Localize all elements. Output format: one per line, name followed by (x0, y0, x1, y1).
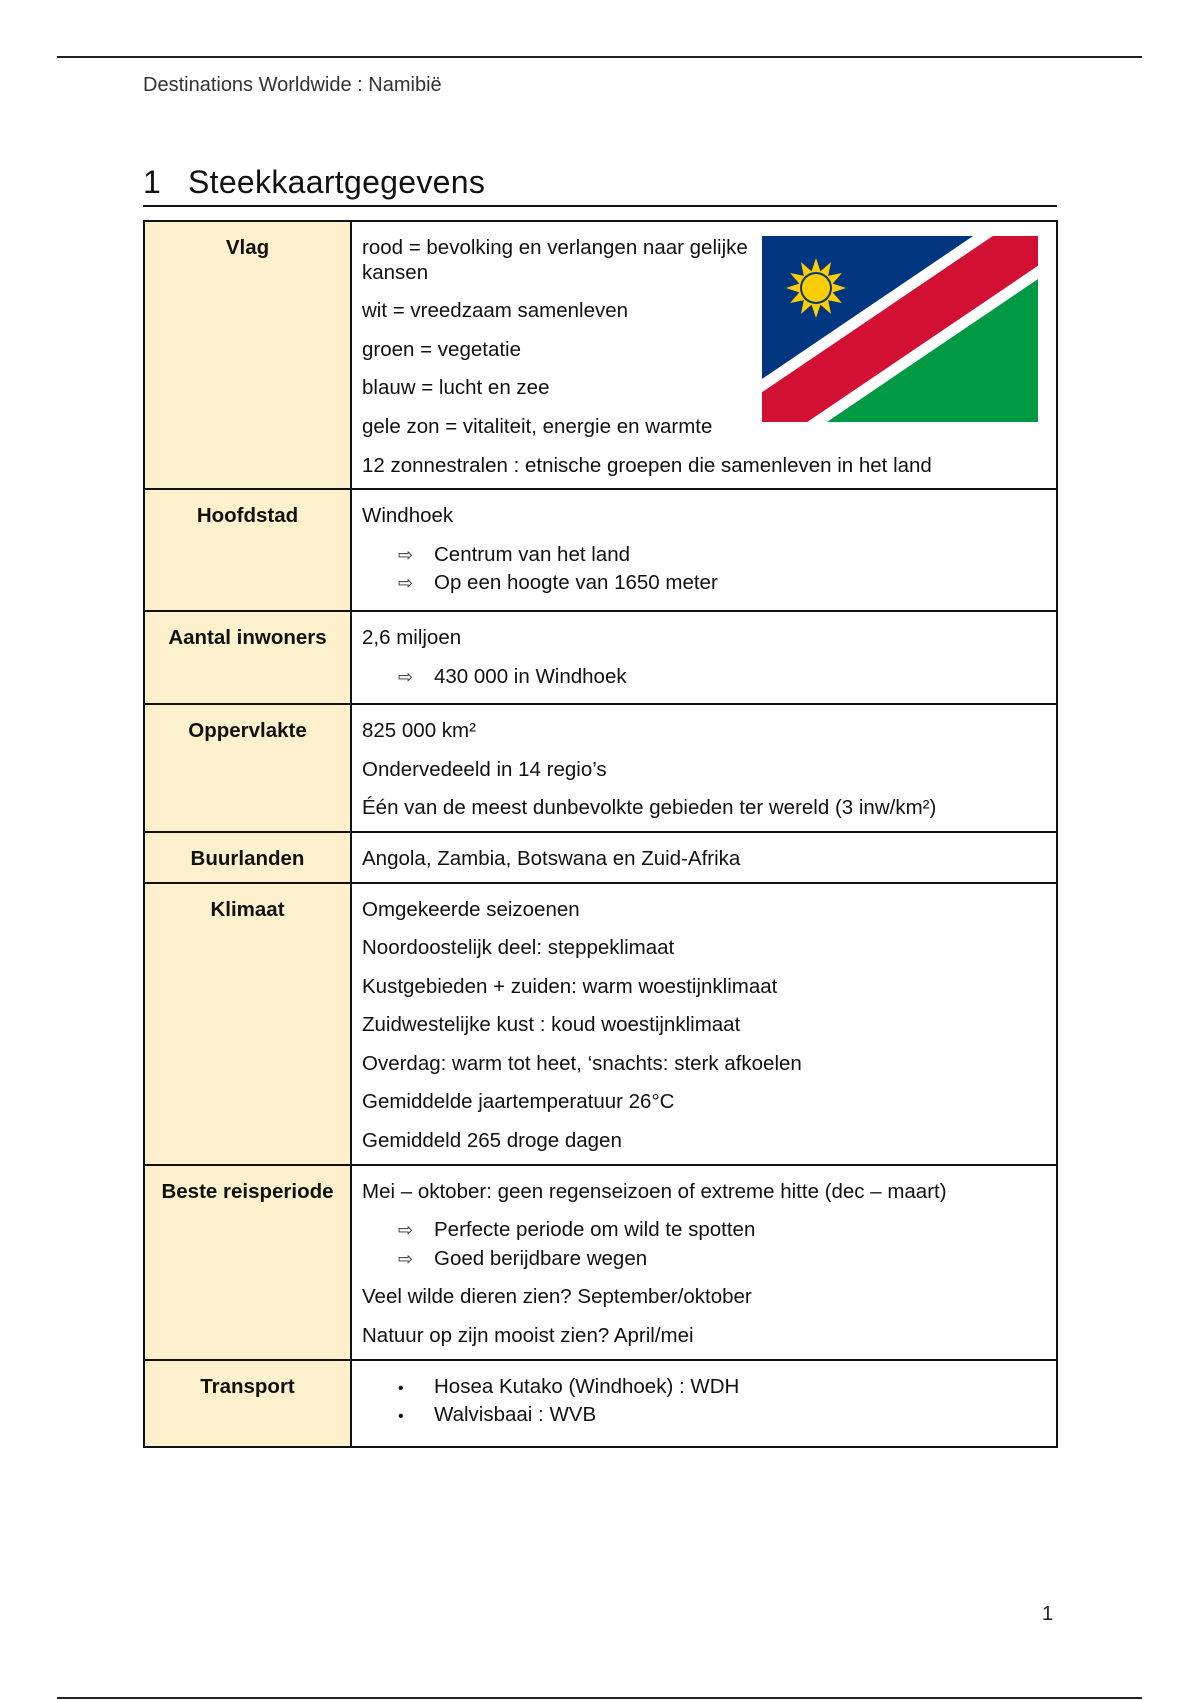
travel-period-extra: Natuur op zijn mooist zien? April/mei (362, 1324, 694, 1348)
climate-line: Zuidwestelijke kust : koud woestijnklimaat (362, 1013, 741, 1037)
content-hoofdstad (351, 489, 1057, 611)
content-vlag (351, 221, 1057, 489)
label-klimaat: Klimaat (144, 883, 351, 1165)
flag-line: 12 zonnestralen : etnische groepen die samenleven in het land (362, 453, 932, 477)
arrow-icon: ⇨ (398, 544, 414, 565)
label-oppervlakte: Oppervlakte (144, 704, 351, 832)
list-item-text: Perfecte periode om wild te spotten (434, 1218, 756, 1242)
population-points (362, 665, 1046, 690)
section-number: 1 (143, 164, 162, 200)
flag-section (362, 236, 1046, 478)
row-transport (144, 1360, 1057, 1447)
list-item (398, 1218, 1046, 1243)
list-item-text: Op een hoogte van 1650 meter (434, 571, 718, 595)
label-transport: Transport (144, 1360, 351, 1447)
list-item (398, 665, 1046, 690)
page-number: 1 (1042, 1603, 1054, 1625)
row-oppervlakte (144, 704, 1057, 832)
travel-period-extra: Veel wilde dieren zien? September/oktober (362, 1285, 752, 1309)
flag-line: blauw = lucht en zee (362, 376, 550, 400)
travel-period-main: Mei – oktober: geen regenseizoen of extreme hitte (dec – maart) (362, 1179, 947, 1203)
row-buurlanden (144, 832, 1057, 883)
bullet-icon: • (398, 1379, 404, 1397)
row-vlag (144, 221, 1057, 489)
content-inwoners (351, 611, 1057, 704)
climate-line: Noordoostelijk deel: steppeklimaat (362, 936, 675, 960)
row-hoofdstad (144, 489, 1057, 611)
label-hoofdstad: Hoofdstad (144, 489, 351, 611)
flag-line: wit = vreedzaam samenleven (362, 299, 629, 323)
climate-line: Omgekeerde seizoenen (362, 897, 580, 921)
section-title: Steekkaartgegevens (188, 164, 486, 200)
label-reisperiode: Beste reisperiode (144, 1165, 351, 1360)
climate-line: Gemiddeld 265 droge dagen (362, 1129, 622, 1153)
section-heading (143, 164, 1057, 207)
label-inwoners: Aantal inwoners (144, 611, 351, 704)
neighbours-text: Angola, Zambia, Botswana en Zuid-Afrika (362, 846, 741, 870)
list-item-text: Goed berijdbare wegen (434, 1246, 648, 1270)
list-item (398, 1403, 1046, 1428)
page-header: Destinations Worldwide : Namibië (143, 74, 442, 96)
content-transport (351, 1360, 1057, 1447)
footer-rule (57, 1697, 1142, 1699)
content-oppervlakte (351, 704, 1057, 832)
namibia-flag-image (762, 236, 1038, 422)
arrow-icon: ⇨ (398, 1220, 414, 1241)
area-line: Ondervedeeld in 14 regio’s (362, 757, 607, 781)
row-inwoners (144, 611, 1057, 704)
list-item (398, 543, 1046, 568)
transport-list (362, 1375, 1046, 1428)
header-rule (57, 56, 1142, 58)
label-vlag: Vlag (144, 221, 351, 489)
label-buurlanden: Buurlanden (144, 832, 351, 883)
content-klimaat (351, 883, 1057, 1165)
flag-line: gele zon = vitaliteit, energie en warmte (362, 414, 713, 438)
list-item-text: 430 000 in Windhoek (434, 664, 627, 688)
climate-line: Kustgebieden + zuiden: warm woestijnklimaat (362, 974, 778, 998)
capital-name: Windhoek (362, 504, 454, 528)
population-value: 2,6 miljoen (362, 625, 462, 649)
content-buurlanden (351, 832, 1057, 883)
list-item (398, 571, 1046, 596)
arrow-icon: ⇨ (398, 1248, 414, 1269)
arrow-icon: ⇨ (398, 573, 414, 594)
climate-line: Overdag: warm tot heet, ‘snachts: sterk afkoelen (362, 1051, 802, 1075)
list-item (398, 1375, 1046, 1400)
list-item-text: Walvisbaai : WVB (434, 1403, 597, 1427)
content-reisperiode (351, 1165, 1057, 1360)
climate-line: Gemiddelde jaartemperatuur 26°C (362, 1090, 675, 1114)
flag-line: groen = vegetatie (362, 337, 521, 361)
flag-line: rood = bevolking en verlangen naar gelijke kansen (362, 236, 748, 284)
row-reisperiode (144, 1165, 1057, 1360)
travel-period-points (362, 1218, 1046, 1271)
facts-table (143, 220, 1058, 1448)
bullet-icon: • (398, 1408, 404, 1426)
list-item-text: Centrum van het land (434, 542, 631, 566)
area-line: 825 000 km² (362, 719, 476, 743)
row-klimaat (144, 883, 1057, 1165)
list-item (398, 1247, 1046, 1272)
capital-points (362, 543, 1046, 596)
area-line: Één van de meest dunbevolkte gebieden ter wereld (3 inw/km²) (362, 796, 937, 820)
list-item-text: Hosea Kutako (Windhoek) : WDH (434, 1374, 740, 1398)
arrow-icon: ⇨ (398, 666, 414, 687)
